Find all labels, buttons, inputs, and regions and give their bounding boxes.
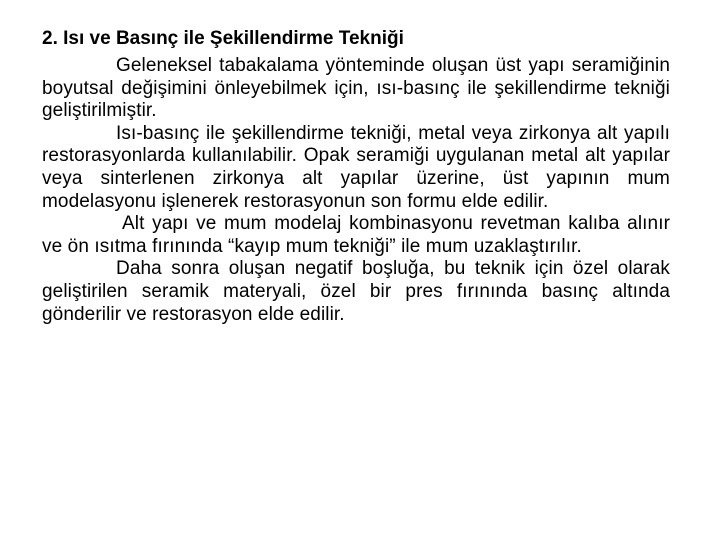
slide-title: 2. Isı ve Basınç ile Şekillendirme Tekniği	[42, 28, 404, 49]
paragraph-1: Geleneksel tabakalama yönteminde oluşan üst yapı seramiğinin boyutsal değişimini önleyebilmek için, ısı-basınç ile şekillendirme tekniği geliştirilmiştir.	[42, 55, 670, 122]
paragraph-4: Daha sonra oluşan negatif boşluğa, bu teknik için özel olarak geliştirilen seramik materyali, özel bir pres fırınında basınç altında gönderilir ve restorasyon elde edilir.	[42, 258, 670, 325]
paragraph-2: Isı-basınç ile şekillendirme tekniği, metal veya zirkonya alt yapılı restorasyonlarda kullanılabilir. Opak seramiği uygulanan metal alt yapılar veya sinterlenen zirkonya alt yapılar üzerine, üst yapının mum modelasyonu işlenerek restorasyonun son formu elde edilir.	[42, 122, 670, 212]
slide-content	[42, 26, 670, 326]
paragraph-3: Alt yapı ve mum modelaj kombinasyonu revetman kalıba alınır ve ön ısıtma fırınında “kayıp mum tekniği” ile mum uzaklaştırılır.	[42, 213, 670, 257]
